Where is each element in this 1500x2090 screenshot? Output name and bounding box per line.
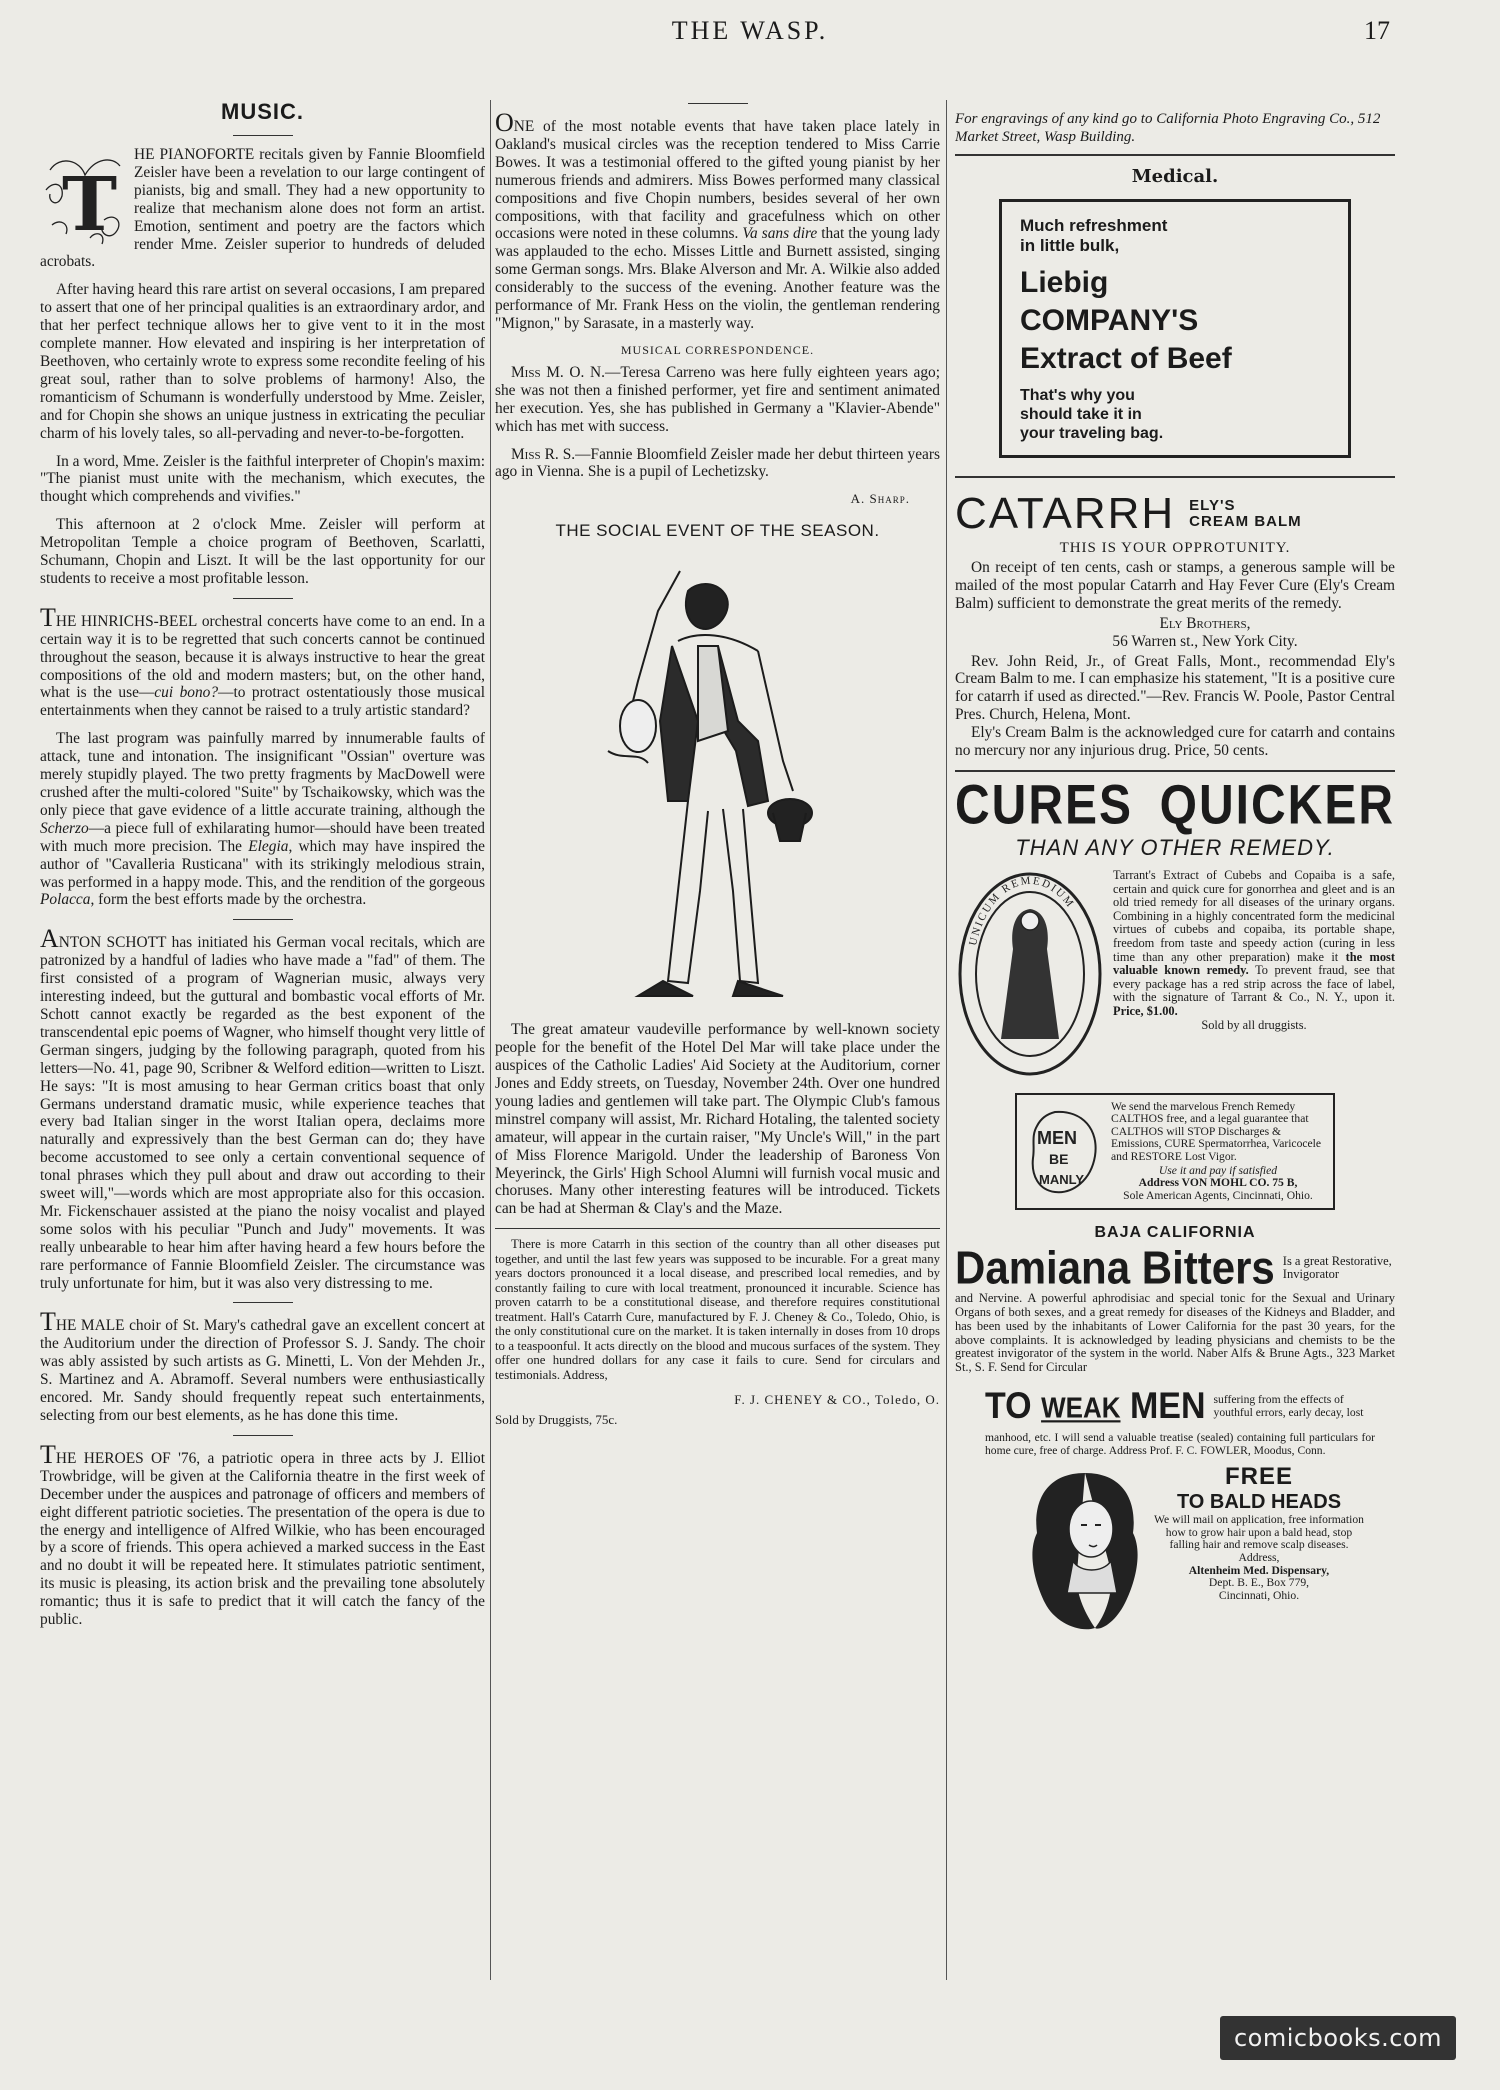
column-3 <box>955 100 1395 1920</box>
hinrichs-text: The last program was painfully marred by innumerable faults of attack, tune and intonation. The insignificant "Ossian" overture was merely stupidly played. The two pretty fragments by MacDowell were crushed after the multi-colored "Suite" by Tschaikowsky, which was the only piece that gave evidence of a little accurate training, although the <box>40 730 485 819</box>
seal-lettering: UNICUM REMEDIUM <box>966 874 1077 947</box>
tarrant-text: To prevent fraud, see that every package has a red strip across the face of label, with the signature of Tarrant & Co., N. Y., upon it. <box>1113 963 1395 1005</box>
hinrichs-text: —a piece full of exhilarating humor—should have been treated with much more precision. The <box>40 819 485 855</box>
weak-men-body: manhood, etc. I will send a valuable treatise (sealed) containing full particulars for home cure, free of charge. Address Prof. F. C. FOWLER, Moodus, Conn. <box>985 1431 1375 1457</box>
liebig-closing-2: should take it in <box>1020 406 1142 423</box>
title-rule <box>233 135 293 136</box>
damiana-brand: Damiana Bitters <box>955 1241 1275 1294</box>
musical-correspondence <box>495 343 940 507</box>
column-2 <box>495 95 940 2055</box>
social-event-body: The great amateur vaudeville performance by well-known society people for the benefit of the Hotel Del Mar will take place under the auspices of the Catholic Ladies' Aid Society at the Auditorium, corner Jones and Eddy streets, on Tuesday, November 24th. Over one hundred young ladies and gentlemen will take part. The Olympic Club's famous minstrel company will assist, Mr. Richard Hotaling, the talented society amateur, will appear in the curtain raiser, "My Uncle's Will," in the part of Miss Florence Marigold. Under the leadership of Baroness Von Meyerinck, the Girls' High School Alumni will furnish vocal music and choruses. Many other interesting features will be introduced. Tickets can be had at Sherman & Clay's and the Maze. <box>495 1021 940 1218</box>
tarrant-body <box>1113 869 1395 1079</box>
male-choir-article <box>40 1307 485 1424</box>
bald-free-headline: FREE <box>1224 1463 1293 1491</box>
heroes-article-start <box>40 1439 485 1629</box>
calthos-terms: Use it and pay if satisfied <box>1158 1164 1278 1177</box>
tarrant-ad <box>955 774 1395 1079</box>
zeisler-paragraph-1: recitals given by Fannie Bloomfield Zeisler have been a revelation to our large contingent of pianists, big and small. They had a new opportunity to realize that mechanism alone does not form an artist. Emotion, sentiment and poetry are the factors which render Mme. Zeisler superior to hundreds of deluded acrobats. <box>40 146 485 271</box>
bald-address-3: Cincinnati, Ohio. <box>1218 1588 1300 1602</box>
calthos-ad <box>1015 1093 1335 1210</box>
bald-address-1: Altenheim Med. Dispensary, <box>1188 1563 1330 1577</box>
bald-heads-ad <box>1025 1463 1365 1638</box>
liebig-brand-2: COMPANY'S <box>1020 304 1199 337</box>
correspondence-heading: MUSICAL CORRESPONDENCE. <box>620 342 815 357</box>
hinrichs-text: , which may have inspired the author of "Cavalleria Rusticana" with its strikingly melodious strain, was performed in a happy mode. This, and the rendition of the gorgeous <box>40 837 485 891</box>
liebig-tagline-2: in little bulk, <box>1020 236 1120 255</box>
tarrant-headline-1: CURES <box>955 774 1134 836</box>
catarrh-address: 56 Warren st., New York City. <box>1112 632 1298 650</box>
men-be-manly-emblem-icon <box>1025 1106 1103 1198</box>
elys-cream-balm-ad <box>955 490 1395 760</box>
catarrh-brand: ELY'S <box>1189 497 1236 514</box>
section-rule <box>233 598 293 599</box>
catarrh-subhead: THIS IS YOUR OPPROTUNITY. <box>1059 540 1291 556</box>
zeisler-article <box>40 146 485 588</box>
social-event-title: THE SOCIAL EVENT OF THE SEASON. <box>555 521 880 541</box>
cheney-sold-by: Sold by Druggists, 75c. <box>495 1412 618 1428</box>
damiana-body: and Nervine. A powerful aphrodisiac and special tonic for the Sexual and Urinary Organs of both sexes, and a great remedy for diseases of the Kidneys and Bladder, and has been used by the inhabitants of Lower California for the past 30 years, for the above complaints. It is acknowledged by leading physicians and chemists to be the greatest invigorator of the system in the world. Naber Alfs & Brune Agts., 323 Market St., S. F. Send for Circular <box>955 1291 1395 1375</box>
liebig-ad <box>999 199 1351 458</box>
heroes-paragraph: a patriotic opera in three acts by J. Elliot Trowbridge, will be given at the California theatre in the first week of December under the auspices and patronage of officers and members of eight different patriotic societies. The presentation of the opera is due to the energy and intelligence of Alfred Wilkie, who has been encouraged by a score of friends. This opera achieved a marked success in the East and no doubt it will be repeated here. It stimulates patriotic sentiment, its music is pleasing, its action brisk and the prevailing tone absolutely romantic; thus it is safe to predict that it will catch the fancy of the public. <box>40 1449 485 1629</box>
catarrh-headline: CATARRH <box>955 489 1176 538</box>
cheney-signature: F. J. CHENEY & CO., Toledo, O. <box>734 1392 940 1408</box>
choir-initial: T <box>40 1307 56 1337</box>
liebig-tagline-1: Much refreshment <box>1020 216 1168 235</box>
tarrant-emphasis: the most valuable known remedy. <box>1113 949 1395 978</box>
damiana-tagline: Is a great Restorative, Invigorator <box>1282 1253 1392 1282</box>
column-rule-2 <box>946 100 947 1980</box>
zeisler-paragraph-4: This afternoon at 2 o'clock Mme. Zeisler will perform at Metropolitan Temple a choice program of Beethoven, Scarlatti, Schumann, Chopin and Liszt. It will be the last opportunity for our students to receive a most profitable lesson. <box>40 516 485 587</box>
zeisler-paragraph-3: In a word, Mme. Zeisler is the faithful interpreter of Chopin's maxim: "The pianist must unite with the mechanism, which executes, the thought which comprehends and vivifies." <box>40 452 485 506</box>
music-section-title: MUSIC. <box>221 99 304 124</box>
social-event-article <box>495 1021 940 1218</box>
oakland-lead-caps: NE <box>513 118 535 135</box>
correspondent-2-reply: —Fannie Bloomfield Zeisler made her debut thirteen years ago in Vienna. She is a pupil of Lechetizsky. <box>495 445 940 481</box>
hinrichs-italic: Scherzo <box>40 819 89 837</box>
author-signature: A. Sharp. <box>850 491 910 507</box>
catarrh-firm: Ely Brothers, <box>1159 614 1251 632</box>
section-rule <box>688 103 748 104</box>
hinrichs-text: —to protract ostentatiously those musical entertainments when they cannot be raised to a truly artistic standard? <box>40 684 485 720</box>
emblem-be: BE <box>1049 1150 1069 1167</box>
hinrichs-article <box>40 602 485 910</box>
weak-men-word-1: TO <box>985 1385 1032 1427</box>
weak-men-ad <box>955 1387 1395 1457</box>
ornamental-dropcap-t-icon <box>40 150 126 250</box>
hinrichs-lead-caps: HE HINRICHS-BEEL <box>55 612 198 630</box>
hinrichs-italic: Polacca <box>40 891 91 909</box>
emblem-manly: MANLY <box>1039 1171 1085 1187</box>
hinrichs-text: , form the best efforts made by the orchestra. <box>90 891 367 909</box>
engraving-notice: For engravings of any kind go to California Photo Engraving Co., 512 Market Street, Wasp Building. <box>955 111 1381 145</box>
section-rule <box>233 1302 293 1303</box>
page-header <box>0 8 1500 58</box>
medical-heading: Medical. <box>1131 166 1219 187</box>
ad-rule <box>495 1228 940 1229</box>
damiana-bitters-ad <box>955 1224 1395 1375</box>
liebig-brand-3: Extract of Beef <box>1020 342 1232 375</box>
bald-body: We will mail on application, free information how to grow hair upon a bald head, stop falling hair and remove scalp diseases. Address, <box>1154 1513 1364 1564</box>
calthos-agents: Sole American Agents, Cincinnati, Ohio. <box>1123 1188 1313 1202</box>
catarrh-offer: On receipt of ten cents, cash or stamps, a generous sample will be mailed of the most popular Catarrh and Hay Fever Cure (Ely's Cream Balm) sufficient to demonstrate the great merits of the remedy. <box>955 559 1395 612</box>
watermark-logo: comicbooks.com <box>1220 2016 1456 2060</box>
svg-text:T: T <box>62 162 118 248</box>
oakland-initial: O <box>495 108 514 137</box>
schott-lead-caps: NTON SCHOTT <box>58 934 167 952</box>
hinrichs-italic: Elegia <box>248 837 289 855</box>
choir-lead-caps: HE MALE <box>55 1317 125 1335</box>
bald-headline: TO BALD HEADS <box>1176 1491 1342 1514</box>
liebig-brand-1: Liebig <box>1020 266 1109 299</box>
tarrant-headline-2: QUICKER <box>1159 774 1395 836</box>
oakland-article <box>495 108 940 333</box>
damiana-region: BAJA CALIFORNIA <box>1094 1224 1256 1242</box>
heroes-lead-caps: HE HEROES OF '76, <box>55 1449 201 1467</box>
heroes-initial: T <box>40 1439 56 1469</box>
cheney-body: There is more Catarrh in this section of the country than all other diseases put together, and until the last few years was supposed to be incurable. For a great many years doctors pronounced it a local disease, and prescribed local remedies, and by constantly failing to cure with local treatment, pronounced it incurable. Science has proven catarrh to be a constitutional disease, and therefore requires constitutional treatment. Hall's Catarrh Cure, manufactured by F. J. Cheney & Co., Toledo, Ohio, is the only constitutional cure on the market. It is taken internally in doses from 10 drops to a teaspoonful. It acts directly on the blood and mucous surfaces of the system. They offer one hundred dollars for any case it fails to cure. Send for circulars and testimonials. Address, <box>495 1237 940 1382</box>
schott-initial: A <box>40 924 59 954</box>
tarrant-subhead: THAN ANY OTHER REMEDY. <box>1015 834 1335 860</box>
notice-rule <box>955 154 1395 156</box>
weak-men-word-2: WEAK <box>1041 1391 1121 1425</box>
correspondent-1-name: Miss M. O. N. <box>511 363 605 381</box>
tarrant-text: Tarrant's Extract of Cubebs and Copaiba is a safe, certain and quick cure for gonorrhea and gleet and is an old tried remedy for all diseases of the urinary organs. Combining in a highly concentrated form the medicinal virtues of cubebs and copaiba, its portable shape, freedom from taste and speedy action (curing in less time than any other preparation) make it <box>1113 867 1395 964</box>
hinrichs-initial: T <box>40 602 56 632</box>
tarrant-sold-by: Sold by all druggists. <box>1201 1017 1307 1032</box>
oakland-text: that the young lady was applauded to the echo. Misses Little and Burnett assisted, singing some German songs. Mrs. Blake Alverson and Mr. A. Wilkie also added considerably to the success of the evening. Another feature was the performance of Mr. Frank Hess on the violin, the gentleman rendering "Mignon," by Sarasate, in a masterly way. <box>495 225 940 332</box>
catarrh-testimonial: Rev. John Reid, Jr., of Great Falls, Mont., recommendad Ely's Cream Balm to me. I can emphasize his statement, "It is a positive cure for catarrh if used as directed."—Rev. Francis W. Poole, Pastor Central Pres. Church, Helena, Mont. <box>955 652 1395 724</box>
schott-article <box>40 924 485 1292</box>
bald-address-2: Dept. B. E., Box 779, <box>1208 1576 1310 1590</box>
catarrh-product: CREAM BALM <box>1189 513 1302 530</box>
catarrh-closing: Ely's Cream Balm is the acknowledged cure for catarrh and contains no mercury nor any injurious drug. Price, 50 cents. <box>955 724 1395 760</box>
publication-title: THE WASP. <box>671 16 829 45</box>
schott-paragraph: has initiated his German vocal recitals, which are patronized by a handful of ladies who have made a "fad" of them. The first consisted of a program of Wagnerian music, always very interesting indeed, but the guttural and bombastic vocal efforts of Mr. Schott cannot exactly be regarded as the best exponent of the transcendental epic poems of Wagner, who himself thought very little of German singers, judging by the following paragraph, quoted from his letters—No. 41, page 90, Scribner & Welford edition—written to Liszt. He says: "It is most amusing to hear German critics boast that only Germans understand dramatic music, while experience teaches that every bad Italian singer in the worst Italian opera, declaims more naturally and expressively than the best German can do; they have become accustomed to see only a certain conventional sequence of tonal phrases which they pull about and draw out according to their sweet will,"—words which are most appropriate also for this occasion. Mr. Fickenschauer assisted at the piano the noisy vocalist and played some solos with his peculiar "Punch and Judy" movements. It was really unbearable to hear him after having heard a few hours before the rare performance of Fannie Bloomfield Zeisler. The circumstance was truly unfortunate for him, but it was also very distressing to me. <box>40 934 485 1292</box>
minstrel-banjo-illustration <box>568 551 868 1011</box>
ad-rule <box>955 476 1395 478</box>
zeisler-lead-caps: HE PIANOFORTE <box>134 146 255 163</box>
weak-men-word-3: MEN <box>1129 1385 1206 1427</box>
calthos-address: Address VON MOHL CO. 75 B, <box>1138 1176 1298 1190</box>
choir-paragraph: choir of St. Mary's cathedral gave an excellent concert at the Auditorium under the direction of Professor S. J. Sandy. The choir was ably assisted by such artists as G. Minetti, L. Von der Mehden Jr., S. Martinez and A. Abramoff. Several numbers were enthusiastically encored. Mr. Sandy should frequently repeat such entertainments, selecting from our best elements, as he has done this time. <box>40 1317 485 1424</box>
emblem-men: MEN <box>1037 1127 1077 1148</box>
unicum-remedium-seal-icon <box>955 869 1105 1079</box>
hinrichs-text: orchestral concerts have come to an end. In a certain way it is to be regretted that such concerts cannot be continued throughout the season, because it is always instructive to hear the great compositions of the old and modern masters; but, on the other hand, what is the use— <box>40 612 485 702</box>
tarrant-price: Price, $1.00. <box>1113 1003 1178 1018</box>
correspondent-1-reply: —Teresa Carreno was here fully eighteen years ago; she was not then a finished performer, yet fire and sentiment animated her execution. Yes, she has published in Germany a "Klavier-Abende" which has met with success. <box>495 363 940 435</box>
column-1 <box>40 95 485 2055</box>
liebig-closing-1: That's why you <box>1020 387 1135 404</box>
section-rule <box>233 919 293 920</box>
column-rule-1 <box>490 100 491 1980</box>
oakland-italic: Va sans dire <box>742 225 818 243</box>
halls-catarrh-ad <box>495 1237 940 1428</box>
page-number: 17 <box>1364 16 1390 45</box>
woman-long-hair-portrait-icon <box>1025 1463 1145 1638</box>
correspondent-2-name: Miss R. S. <box>511 445 576 463</box>
section-rule <box>233 1435 293 1436</box>
liebig-closing-3: your traveling bag. <box>1020 425 1164 442</box>
oakland-text: of the most notable events that have taken place lately in Oakland's musical circles was the reception tendered to Miss Carrie Bowes. It was a testimonial offered to the gifted young pianist by her numerous friends and admirers. Miss Bowes performed many classical compositions and five Chopin numbers, besides several of her own compositions, with that facility and gracefulness which on other occasions were noted in these columns. <box>495 118 940 243</box>
zeisler-paragraph-2: After having heard this rare artist on several occasions, I am prepared to assert that one of her principal qualities is an extraordinary ardor, and that her perfect technique allows her to give vent to it in the most complete manner. How elevated and inspiring is her interpretation of Beethoven, who certainly wrote to express some recondite feeling of his great soul, rather than to solve problems of harmony! Also, the romanticism of Schumann is wonderfully understood by Mme. Zeisler, and for Chopin she shows an unique justness in extricating the peculiar charm of his lovely tales, so all-pervading and never-to-be-forgotten. <box>40 281 485 442</box>
hinrichs-italic: cui bono? <box>154 684 219 702</box>
weak-men-tagline: suffering from the effects of youthful errors, early decay, lost <box>1213 1392 1364 1419</box>
ad-rule <box>955 770 1395 772</box>
calthos-offer: We send the marvelous French Remedy CALTHOS free, and a legal guarantee that CALTHOS will STOP Discharges & Emissions, CURE Spermatorrhea, Varicocele and RESTORE Lost Vigor. <box>1111 1099 1322 1163</box>
